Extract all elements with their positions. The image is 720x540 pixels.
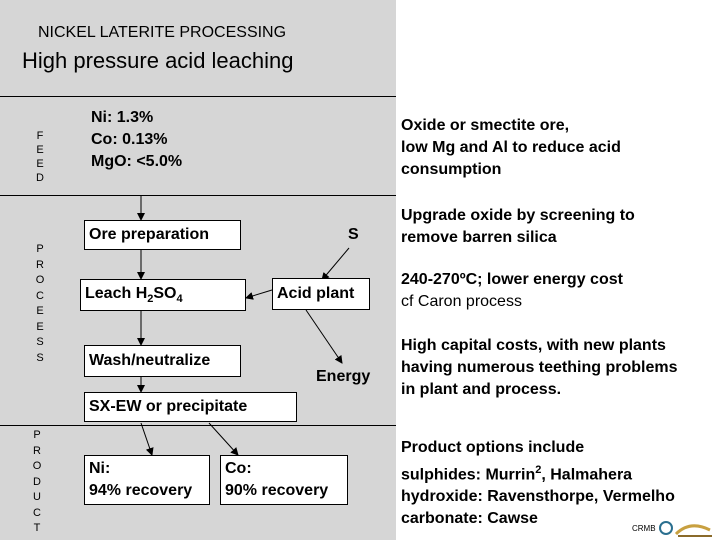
arrow-acid-to-energy xyxy=(306,310,342,363)
title-line2: High pressure acid leaching xyxy=(22,48,294,73)
wash-box: Wash/neutralize xyxy=(84,345,241,377)
ni-product-box: Ni: 94% recovery xyxy=(84,455,210,505)
note-leach: 240-270ºC; lower energy cost cf Caron process xyxy=(401,271,623,310)
leach-label: Leach $H_2SO_4$ xyxy=(85,284,183,306)
grade-co: Co: 0.13% xyxy=(91,131,168,148)
sxew-box: SX-EW or precipitate xyxy=(84,392,297,422)
crmb-logo-text: CRMB xyxy=(632,524,656,533)
process-label: P R O C E E S S xyxy=(35,243,45,364)
product-label: P R O D U C T xyxy=(32,429,42,534)
note-capital: High capital costs, with new plants having numerous teething problems in plant and process. xyxy=(401,337,678,398)
arrow-sxew-to-co xyxy=(209,423,238,455)
leach-box xyxy=(80,279,246,311)
arrow-sxew-to-ni xyxy=(141,423,152,455)
co-product-box: Co: 90% recovery xyxy=(220,455,348,505)
arrow-sulfur-to-acid xyxy=(322,248,349,280)
note-ore-prep: Upgrade oxide by screening to remove barren silica xyxy=(401,207,635,246)
grade-mgo: MgO: <5.0% xyxy=(91,153,183,170)
energy-label: Energy xyxy=(316,368,371,385)
feed-label: F E E D xyxy=(36,130,44,184)
note-products: Product options include sulphides: Murrin$^2$, Halmahera hydroxide: Ravensthorpe, Vermelho carbonate: Cawse xyxy=(401,439,675,528)
sulfur-label: S xyxy=(348,226,359,243)
note-feed: Oxide or smectite ore, low Mg and Al to reduce acid consumption xyxy=(401,117,621,178)
crmb-logo-icon xyxy=(658,518,714,538)
title-line1: NICKEL LATERITE PROCESSING xyxy=(38,24,287,41)
arrow-acid-to-leach xyxy=(246,290,272,298)
acid-plant-box: Acid plant xyxy=(272,278,370,310)
grade-ni: Ni: 1.3% xyxy=(91,109,154,126)
ore-preparation-box: Ore preparation xyxy=(84,220,241,250)
